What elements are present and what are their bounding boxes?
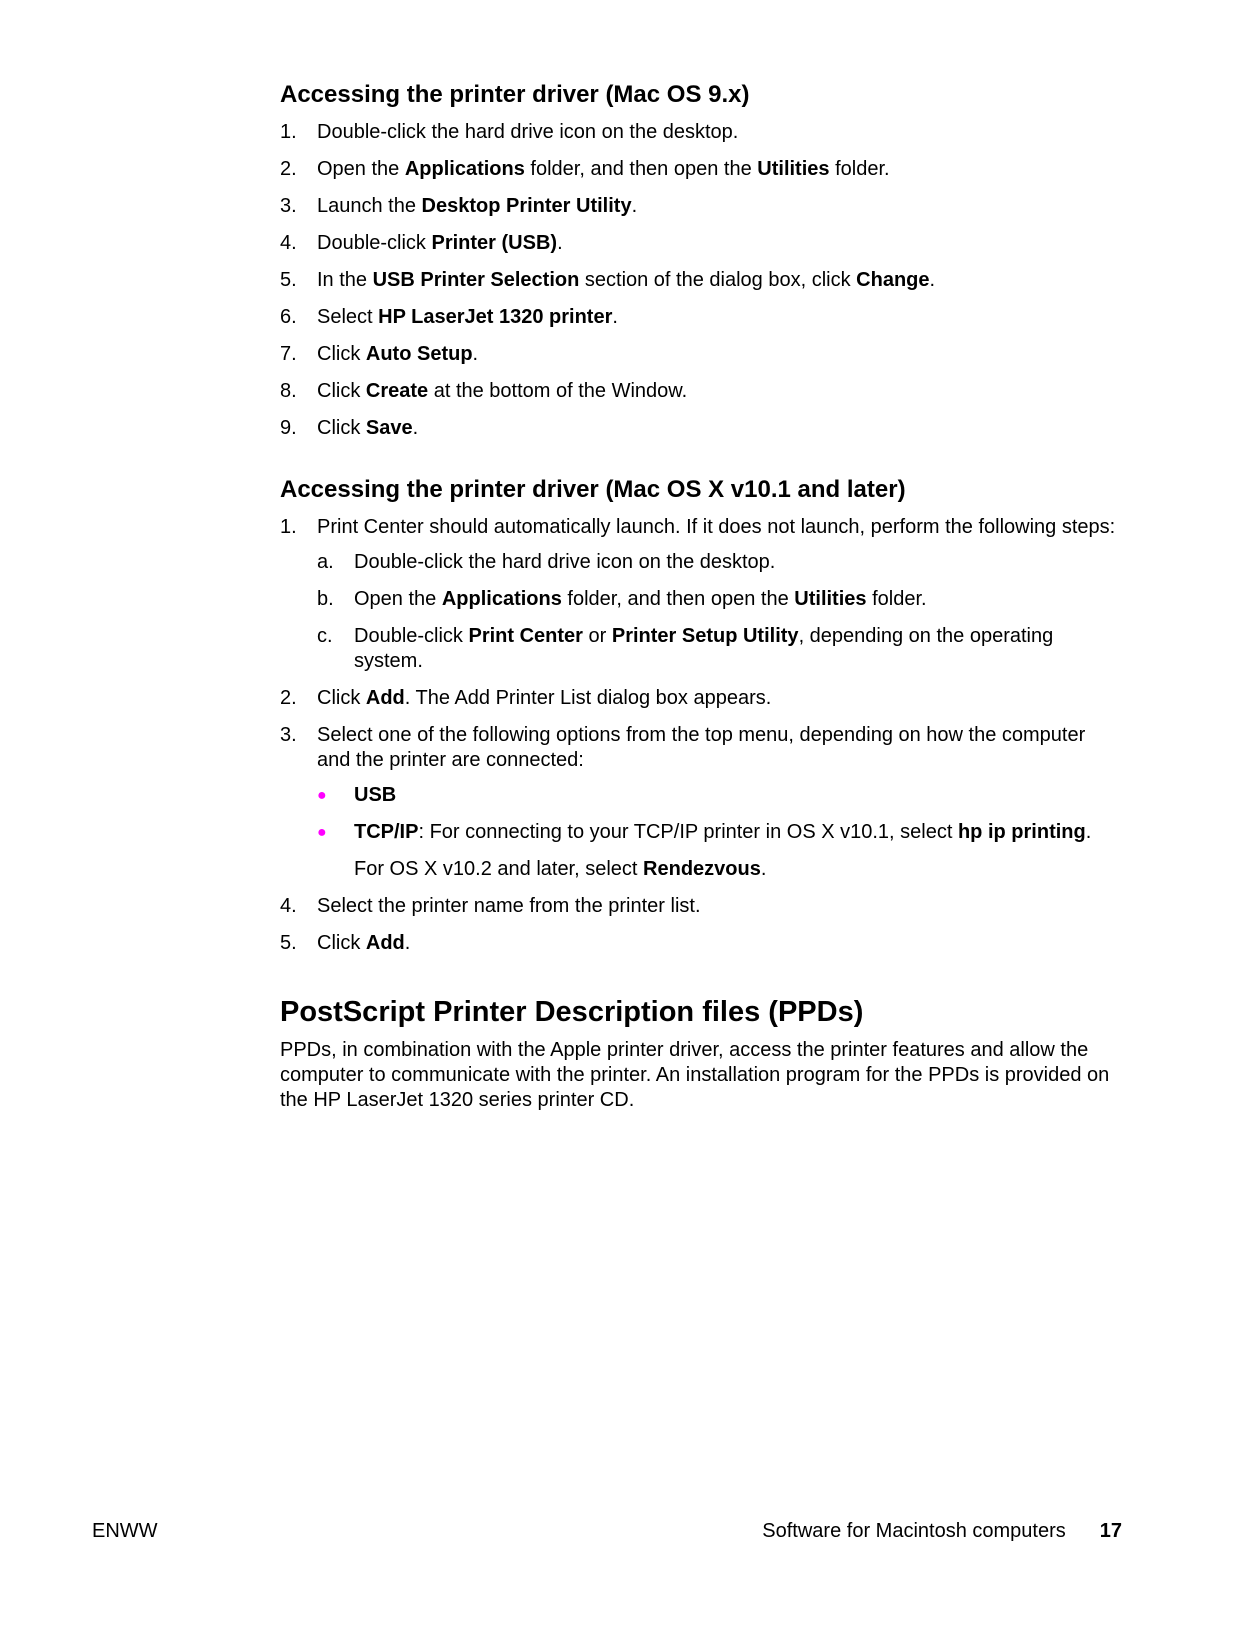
list-item: 2. Click Add. The Add Printer List dialog box appears. — [280, 687, 772, 709]
list-item: 2. Open the Applications folder, and then open the Utilities folder. — [280, 158, 890, 180]
list-item: 5. Click Add. — [280, 932, 411, 954]
list-item: c. Double-click Print Center or Printer Setup Utility, depending on the operating system. — [317, 625, 1054, 672]
bullet-continuation: For OS X v10.2 and later, select Rendezvous. — [354, 858, 767, 880]
footer-left: ENWW — [92, 1520, 158, 1542]
section-mac-os-x — [280, 475, 1120, 956]
list-item: 1. Print Center should automatically launch. If it does not launch, perform the following steps: a. Double-click the hard drive icon on the desktop. b. Open the Applications folder, and then open the Utilities folder. c. Double-click Print Center or Printer Setup Utility, depending on the operating system. — [280, 515, 1120, 674]
step-letter: a. — [317, 551, 334, 573]
section-mac-os-9 — [280, 80, 1120, 441]
list-item: 3. Select one of the following options from the top menu, depending on how the computer and the printer are connected: ● USB ● TCP/IP: For connecting to your TCP/IP printer in OS X v10.1, select hp ip printing. For OS X v10.2 and later, select Rendezvous. — [280, 723, 1120, 882]
step-letter: c. — [317, 625, 333, 647]
step-number: 1. — [280, 121, 297, 143]
step-number: 5. — [280, 269, 297, 291]
list-item: a. Double-click the hard drive icon on the desktop. — [317, 551, 776, 573]
step-number: 1. — [280, 516, 297, 538]
list-item: 4. Select the printer name from the printer list. — [280, 895, 701, 917]
paragraph: PPDs, in combination with the Apple printer driver, access the printer features and allow the computer to communicate with the printer. An installation program for the PPDs is provided on the HP LaserJet 1320 series printer CD. — [280, 1039, 1110, 1111]
step-number: 3. — [280, 195, 297, 217]
list-item: ● USB — [317, 784, 397, 806]
footer-section-title: Software for Macintosh computers — [762, 1520, 1066, 1542]
step-number: 2. — [280, 158, 297, 180]
list-item: 6. Select HP LaserJet 1320 printer. — [280, 306, 618, 328]
list-item: 3. Launch the Desktop Printer Utility. — [280, 195, 638, 217]
step-number: 5. — [280, 932, 297, 954]
options-list — [317, 783, 1120, 882]
step-number: 4. — [280, 232, 297, 254]
step-number: 6. — [280, 306, 297, 328]
steps-list — [280, 120, 1120, 441]
list-item: 5. In the USB Printer Selection section of the dialog box, click Change. — [280, 269, 936, 291]
steps-list — [280, 515, 1120, 956]
step-letter: b. — [317, 588, 334, 610]
page-number: 17 — [1099, 1520, 1122, 1542]
step-number: 8. — [280, 380, 297, 402]
footer-right — [762, 1520, 1122, 1543]
step-number: 3. — [280, 724, 297, 746]
list-item: ● TCP/IP: For connecting to your TCP/IP printer in OS X v10.1, select hp ip printing. For OS X v10.2 and later, select Rendezvous. — [317, 820, 1120, 882]
page-content — [280, 80, 1120, 1113]
list-item: 8. Click Create at the bottom of the Window. — [280, 380, 688, 402]
section-heading: Accessing the printer driver (Mac OS X v10.1 and later) — [280, 476, 906, 503]
list-item: 1. Double-click the hard drive icon on the desktop. — [280, 121, 739, 143]
step-number: 2. — [280, 687, 297, 709]
list-item: 4. Double-click Printer (USB). — [280, 232, 563, 254]
page-title: PostScript Printer Description files (PPDs) — [280, 996, 864, 1028]
section-heading: Accessing the printer driver (Mac OS 9.x) — [280, 81, 750, 108]
list-item: b. Open the Applications folder, and then open the Utilities folder. — [317, 588, 927, 610]
list-item: 9. Click Save. — [280, 417, 419, 439]
section-ppd — [280, 994, 1120, 1113]
bullet-icon: ● — [317, 824, 327, 841]
step-number: 7. — [280, 343, 297, 365]
step-number: 4. — [280, 895, 297, 917]
bullet-icon: ● — [317, 787, 327, 804]
list-item: 7. Click Auto Setup. — [280, 343, 479, 365]
step-number: 9. — [280, 417, 297, 439]
substeps-list — [317, 550, 1120, 674]
